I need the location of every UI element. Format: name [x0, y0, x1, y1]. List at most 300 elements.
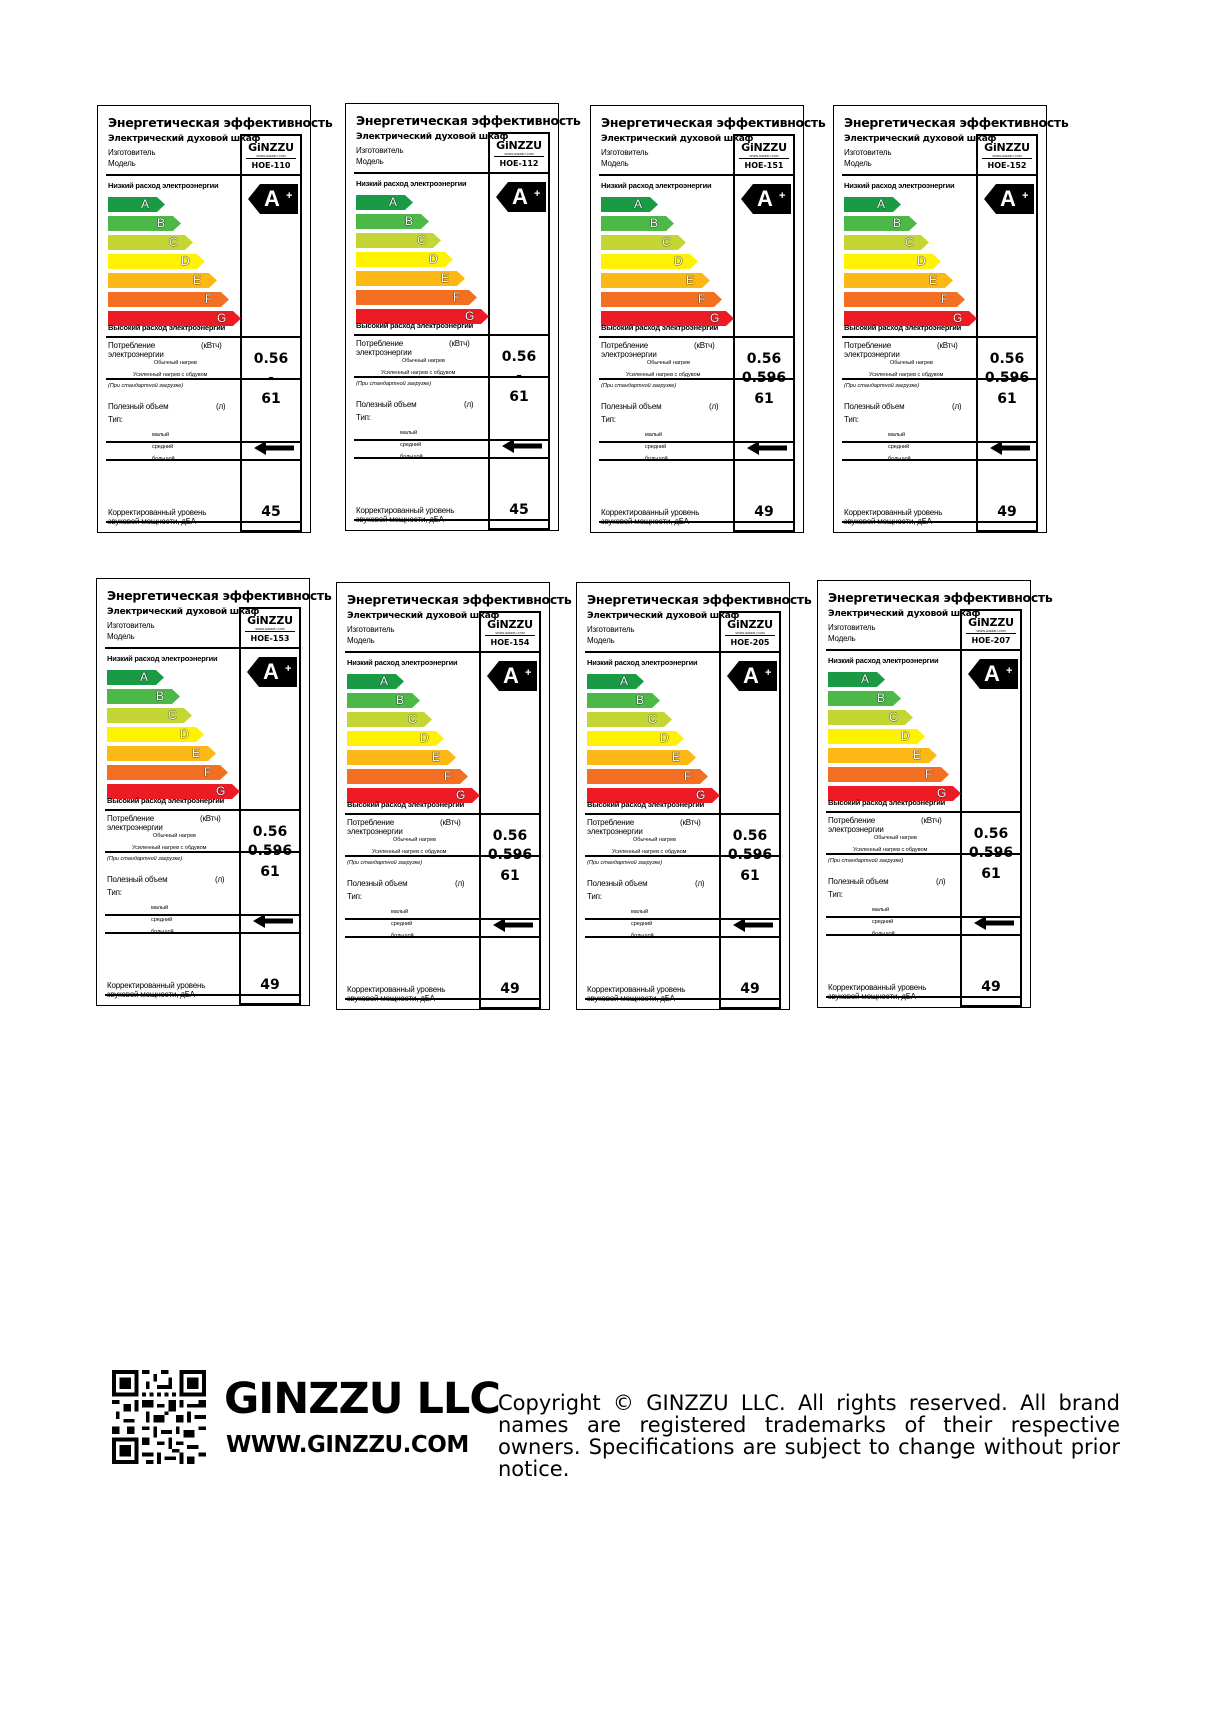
volume-unit: (л)	[464, 400, 474, 409]
standard-load-label: (При стандартной загрузке)	[828, 858, 904, 864]
energy-bar-letter: G	[456, 788, 466, 802]
energy-bar-e	[587, 750, 696, 765]
standard-load-label: (При стандартной загрузке)	[347, 860, 423, 866]
brand-logo-url: WWW.GINZZU.COM	[735, 631, 765, 635]
energy-bar-letter: A	[389, 195, 398, 209]
energy-bar-letter: E	[193, 273, 202, 287]
label-title: Энергетическая эффективность	[587, 592, 812, 607]
energy-class-letter: A	[503, 663, 519, 688]
brand-logo-box	[976, 134, 1038, 174]
type-label: Тип:	[828, 890, 843, 899]
size-large: большой	[872, 931, 895, 937]
noise-label: Корректированный уровень	[107, 981, 206, 990]
logo-divider	[246, 158, 296, 159]
low-consumption-label: Низкий расход электроэнергии	[587, 658, 698, 667]
energy-class-plus: +	[765, 667, 772, 679]
forced-heat-label: Усиленный нагрев с обдувом	[132, 845, 207, 851]
energy-bar-letter: C	[169, 235, 178, 249]
energy-class-badge	[968, 659, 1018, 689]
energy-class-letter: A	[512, 184, 528, 209]
normal-consumption-value: 0.56	[501, 349, 537, 365]
footer	[112, 1370, 1122, 1481]
size-large: большой	[400, 454, 423, 460]
logo-divider	[982, 158, 1032, 159]
energy-bar-b	[347, 693, 420, 708]
forced-heat-label: Усиленный нагрев с обдувом	[853, 847, 928, 853]
volume-label: Полезный объем	[587, 879, 648, 888]
model-label: Модель	[108, 159, 136, 168]
value-cell	[239, 994, 301, 1005]
consumption-unit: (кВтч)	[200, 814, 221, 823]
brand-logo: GiNZZU	[727, 618, 773, 631]
energy-bar-b	[587, 693, 660, 708]
energy-bar-letter: B	[636, 693, 645, 707]
energy-bar-f	[356, 290, 477, 305]
energy-bar-letter: E	[672, 750, 681, 764]
energy-label	[590, 105, 826, 533]
model-label: Модель	[601, 159, 629, 168]
label-title: Энергетическая эффективность	[828, 590, 1053, 605]
consumption-label-2: электроэнергии	[108, 350, 164, 359]
energy-bar-letter: B	[893, 216, 902, 230]
normal-heat-label: Обычный нагрев	[402, 358, 445, 364]
manufacturer-label: Изготовитель	[828, 623, 876, 632]
low-consumption-label: Низкий расход электроэнергии	[108, 181, 219, 190]
volume-unit: (л)	[695, 879, 705, 888]
forced-consumption-value: -	[268, 370, 274, 386]
energy-bar-letter: E	[686, 273, 695, 287]
type-label: Тип:	[356, 413, 371, 422]
value-cell	[488, 519, 550, 530]
volume-value: 61	[500, 868, 520, 884]
consumption-label: Потребление	[828, 816, 875, 825]
noise-value: 49	[997, 504, 1017, 520]
energy-bar-c	[844, 235, 929, 250]
energy-bar-e	[108, 273, 217, 288]
normal-consumption-value: 0.56	[252, 824, 288, 840]
energy-class-badge	[741, 184, 791, 214]
energy-label	[345, 103, 581, 531]
energy-bar-letter: C	[168, 708, 177, 722]
value-cell	[976, 378, 1038, 441]
energy-bar-f	[828, 767, 949, 782]
noise-label: Корректированный уровень	[601, 508, 700, 517]
logo-divider	[739, 158, 789, 159]
normal-heat-label: Обычный нагрев	[153, 833, 196, 839]
brand-logo-url: WWW.GINZZU.COM	[992, 154, 1022, 158]
volume-unit: (л)	[215, 875, 225, 884]
type-label: Тип:	[601, 415, 616, 424]
normal-consumption-value: 0.56	[973, 826, 1009, 842]
energy-bar-c	[587, 712, 672, 727]
manufacturer-label: Изготовитель	[844, 148, 892, 157]
consumption-label-2: электроэнергии	[347, 827, 403, 836]
size-large: большой	[631, 933, 654, 939]
size-arrow-icon	[253, 914, 293, 928]
standard-load-label: (При стандартной загрузке)	[107, 856, 183, 862]
energy-bar-e	[844, 273, 953, 288]
energy-bar-e	[347, 750, 456, 765]
forced-consumption-value: 0.596	[984, 370, 1030, 386]
energy-class-badge	[727, 661, 777, 691]
standard-load-label: (При стандартной загрузке)	[356, 381, 432, 387]
model-number: HOE-153	[250, 634, 290, 643]
energy-bar-letter: B	[156, 689, 165, 703]
energy-class-plus: +	[779, 190, 786, 202]
energy-bar-e	[107, 746, 216, 761]
model-label: Модель	[844, 159, 872, 168]
energy-class-letter: A	[1000, 186, 1016, 211]
forced-consumption-value: 0.596	[487, 847, 533, 863]
size-arrow-icon	[974, 916, 1014, 930]
noise-value: 45	[261, 504, 281, 520]
size-large: большой	[645, 456, 668, 462]
forced-consumption-value: 0.596	[741, 370, 787, 386]
size-small: малый	[645, 432, 663, 438]
normal-heat-label: Обычный нагрев	[890, 360, 933, 366]
energy-bar-d	[108, 254, 205, 269]
consumption-label: Потребление	[107, 814, 154, 823]
low-consumption-label: Низкий расход электроэнергии	[356, 179, 467, 188]
low-consumption-label: Низкий расход электроэнергии	[107, 654, 218, 663]
energy-label	[336, 582, 572, 1010]
consumption-label-2: электроэнергии	[844, 350, 900, 359]
noise-label: Корректированный уровень	[587, 985, 686, 994]
forced-consumption-value: -	[516, 368, 522, 384]
consumption-unit: (кВтч)	[921, 816, 942, 825]
brand-logo: GiNZZU	[248, 141, 294, 154]
energy-bar-d	[828, 729, 925, 744]
energy-bar-letter: G	[953, 311, 963, 325]
noise-label: Корректированный уровень	[828, 983, 927, 992]
value-cell	[960, 853, 1022, 916]
website-link[interactable]: WWW.GINZZU.COM	[226, 1432, 469, 1458]
value-cell	[960, 996, 1022, 1007]
value-cell	[733, 521, 795, 532]
consumption-label: Потребление	[108, 341, 155, 350]
brand-logo-url: WWW.GINZZU.COM	[749, 154, 779, 158]
qr-code	[112, 1370, 206, 1464]
size-small: малый	[391, 909, 409, 915]
noise-label-2: звуковой мощности, дБА	[347, 994, 435, 1003]
manufacturer-label: Изготовитель	[107, 621, 155, 630]
value-cell	[733, 378, 795, 441]
size-medium: средний	[645, 444, 667, 450]
size-arrow-icon	[493, 918, 533, 932]
logo-divider	[485, 635, 535, 636]
high-consumption-label: Высокий расход электроэнергии	[587, 800, 705, 809]
energy-bar-letter: C	[648, 712, 657, 726]
energy-bar-letter: A	[140, 670, 149, 684]
energy-bar-letter: E	[441, 271, 450, 285]
energy-bar-letter: G	[216, 784, 226, 798]
energy-bar-a	[601, 197, 658, 212]
size-small: малый	[631, 909, 649, 915]
energy-bar-c	[108, 235, 193, 250]
model-label: Модель	[828, 634, 856, 643]
noise-value: 45	[509, 502, 529, 518]
brand-logo-box	[719, 611, 781, 651]
standard-load-label: (При стандартной загрузке)	[108, 383, 184, 389]
energy-bar-letter: D	[660, 731, 669, 745]
value-cell	[719, 855, 781, 918]
label-title: Энергетическая эффективность	[844, 115, 1069, 130]
noise-label-2: звуковой мощности, дБА	[828, 992, 916, 1001]
energy-bar-letter: B	[396, 693, 405, 707]
energy-bar-a	[587, 674, 644, 689]
high-consumption-label: Высокий расход электроэнергии	[844, 323, 962, 332]
value-cell	[479, 855, 541, 918]
label-subtitle: Электрический духовой шкаф	[587, 611, 740, 621]
noise-value: 49	[260, 977, 280, 993]
noise-label-2: звуковой мощности, дБА	[601, 517, 689, 526]
low-consumption-label: Низкий расход электроэнергии	[844, 181, 955, 190]
brand-logo-url: WWW.GINZZU.COM	[504, 152, 534, 156]
energy-bar-e	[601, 273, 710, 288]
model-number: HOE-154	[490, 638, 530, 647]
brand-logo: GiNZZU	[487, 618, 533, 631]
high-consumption-label: Высокий расход электроэнергии	[356, 321, 474, 330]
energy-bar-d	[601, 254, 698, 269]
volume-label: Полезный объем	[828, 877, 889, 886]
noise-value: 49	[981, 979, 1001, 995]
brand-logo-box	[733, 134, 795, 174]
energy-bar-letter: D	[901, 729, 910, 743]
brand-logo-box	[240, 134, 302, 174]
energy-class-letter: A	[263, 659, 279, 684]
size-large: большой	[391, 933, 414, 939]
label-title: Энергетическая эффективность	[107, 588, 332, 603]
normal-heat-label: Обычный нагрев	[647, 360, 690, 366]
energy-bar-letter: G	[696, 788, 706, 802]
energy-label	[817, 580, 1053, 1008]
standard-load-label: (При стандартной загрузке)	[587, 860, 663, 866]
brand-logo-url: WWW.GINZZU.COM	[256, 154, 286, 158]
label-subtitle: Электрический духовой шкаф	[601, 134, 754, 144]
energy-label	[833, 105, 1069, 533]
energy-bar-b	[108, 216, 181, 231]
size-arrow-icon	[990, 441, 1030, 455]
energy-bar-d	[347, 731, 444, 746]
energy-class-letter: A	[743, 663, 759, 688]
size-arrow-icon	[502, 439, 542, 453]
label-subtitle: Электрический духовой шкаф	[828, 609, 981, 619]
size-large: большой	[152, 456, 175, 462]
brand-logo: GiNZZU	[984, 141, 1030, 154]
high-consumption-label: Высокий расход электроэнергии	[828, 798, 946, 807]
energy-bar-a	[356, 195, 413, 210]
volume-label: Полезный объем	[844, 402, 905, 411]
energy-bar-letter: E	[913, 748, 922, 762]
energy-bar-a	[828, 672, 885, 687]
energy-bar-e	[356, 271, 465, 286]
volume-value: 61	[509, 389, 529, 405]
energy-bar-f	[844, 292, 965, 307]
energy-bar-letter: D	[420, 731, 429, 745]
value-cell	[719, 998, 781, 1009]
energy-bar-a	[107, 670, 164, 685]
size-arrow-icon	[747, 441, 787, 455]
consumption-label: Потребление	[356, 339, 403, 348]
normal-heat-label: Обычный нагрев	[154, 360, 197, 366]
manufacturer-label: Изготовитель	[601, 148, 649, 157]
energy-bar-d	[844, 254, 941, 269]
size-small: малый	[151, 905, 169, 911]
noise-label-2: звуковой мощности, дБА	[356, 515, 444, 524]
energy-label	[96, 578, 332, 1006]
high-consumption-label: Высокий расход электроэнергии	[601, 323, 719, 332]
model-number: HOE-205	[730, 638, 770, 647]
size-medium: средний	[152, 444, 174, 450]
energy-bar-letter: G	[465, 309, 475, 323]
energy-class-letter: A	[264, 186, 280, 211]
consumption-label-2: электроэнергии	[356, 348, 412, 357]
energy-bar-letter: F	[684, 769, 692, 783]
brand-logo-box	[488, 132, 550, 172]
energy-class-badge	[248, 184, 298, 214]
energy-class-plus: +	[285, 663, 292, 675]
brand-logo: GiNZZU	[741, 141, 787, 154]
energy-bar-letter: G	[217, 311, 227, 325]
energy-bar-f	[347, 769, 468, 784]
energy-bar-letter: B	[650, 216, 659, 230]
noise-label: Корректированный уровень	[844, 508, 943, 517]
energy-bar-f	[601, 292, 722, 307]
volume-value: 61	[260, 864, 280, 880]
volume-unit: (л)	[709, 402, 719, 411]
energy-label	[576, 582, 812, 1010]
energy-bar-letter: F	[204, 765, 212, 779]
energy-class-plus: +	[286, 190, 293, 202]
size-large: большой	[888, 456, 911, 462]
consumption-label: Потребление	[347, 818, 394, 827]
volume-label: Полезный объем	[108, 402, 169, 411]
energy-class-letter: A	[984, 661, 1000, 686]
energy-bar-c	[347, 712, 432, 727]
noise-label-2: звуковой мощности, дБА	[587, 994, 675, 1003]
size-medium: средний	[400, 442, 422, 448]
consumption-unit: (кВтч)	[449, 339, 470, 348]
energy-bar-f	[107, 765, 228, 780]
volume-label: Полезный объем	[356, 400, 417, 409]
forced-heat-label: Усиленный нагрев с обдувом	[612, 849, 687, 855]
volume-value: 61	[754, 391, 774, 407]
volume-unit: (л)	[952, 402, 962, 411]
normal-consumption-value: 0.56	[253, 351, 289, 367]
volume-label: Полезный объем	[107, 875, 168, 884]
normal-consumption-value: 0.56	[492, 828, 528, 844]
value-cell	[488, 376, 550, 439]
model-label: Модель	[587, 636, 615, 645]
energy-bar-letter: D	[181, 254, 190, 268]
value-cell	[976, 521, 1038, 532]
label-subtitle: Электрический духовой шкаф	[107, 607, 260, 617]
noise-value: 49	[754, 504, 774, 520]
energy-bar-letter: A	[380, 674, 389, 688]
size-small: малый	[152, 432, 170, 438]
model-number: HOE-152	[987, 161, 1027, 170]
value-cell	[239, 851, 301, 914]
energy-bar-letter: D	[917, 254, 926, 268]
consumption-unit: (кВтч)	[694, 341, 715, 350]
energy-bar-letter: E	[192, 746, 201, 760]
energy-bar-letter: D	[674, 254, 683, 268]
standard-load-label: (При стандартной загрузке)	[844, 383, 920, 389]
normal-heat-label: Обычный нагрев	[874, 835, 917, 841]
energy-bar-letter: A	[877, 197, 886, 211]
consumption-unit: (кВтч)	[680, 818, 701, 827]
forced-consumption-value: 0.596	[727, 847, 773, 863]
noise-value: 49	[500, 981, 520, 997]
energy-bar-letter: D	[429, 252, 438, 266]
energy-bar-b	[828, 691, 901, 706]
model-label: Модель	[347, 636, 375, 645]
noise-label: Корректированный уровень	[347, 985, 446, 994]
energy-bar-f	[108, 292, 229, 307]
energy-bar-letter: F	[444, 769, 452, 783]
volume-label: Полезный объем	[601, 402, 662, 411]
energy-bar-letter: C	[417, 233, 426, 247]
type-label: Тип:	[108, 415, 123, 424]
volume-value: 61	[261, 391, 281, 407]
size-medium: средний	[391, 921, 413, 927]
label-title: Энергетическая эффективность	[356, 113, 581, 128]
forced-heat-label: Усиленный нагрев с обдувом	[381, 370, 456, 376]
brand-logo-box	[960, 609, 1022, 649]
copyright-notice: Copyright © GINZZU LLC. All rights reserved. All brand names are registered trademarks of their respective owners. Specifications are subject to change without prior notice.	[498, 1391, 1120, 1481]
volume-unit: (л)	[936, 877, 946, 886]
value-cell	[240, 521, 302, 532]
low-consumption-label: Низкий расход электроэнергии	[601, 181, 712, 190]
manufacturer-label: Изготовитель	[347, 625, 395, 634]
energy-bar-a	[108, 197, 165, 212]
energy-bar-f	[587, 769, 708, 784]
noise-label: Корректированный уровень	[356, 506, 455, 515]
brand-logo: GiNZZU	[496, 139, 542, 152]
consumption-unit: (кВтч)	[201, 341, 222, 350]
brand-logo: GiNZZU	[968, 616, 1014, 629]
company-name: GINZZU LLC	[224, 1374, 500, 1424]
energy-bar-letter: B	[877, 691, 886, 705]
forced-heat-label: Усиленный нагрев с обдувом	[869, 372, 944, 378]
normal-heat-label: Обычный нагрев	[393, 837, 436, 843]
high-consumption-label: Высокий расход электроэнергии	[347, 800, 465, 809]
noise-label-2: звуковой мощности, дБА	[844, 517, 932, 526]
size-arrow-icon	[733, 918, 773, 932]
standard-load-label: (При стандартной загрузке)	[601, 383, 677, 389]
energy-bar-a	[347, 674, 404, 689]
energy-bar-b	[601, 216, 674, 231]
logo-divider	[966, 633, 1016, 634]
model-number: HOE-207	[971, 636, 1011, 645]
size-medium: средний	[151, 917, 173, 923]
manufacturer-label: Изготовитель	[587, 625, 635, 634]
volume-value: 61	[997, 391, 1017, 407]
noise-value: 49	[740, 981, 760, 997]
forced-heat-label: Усиленный нагрев с обдувом	[626, 372, 701, 378]
energy-bar-letter: A	[634, 197, 643, 211]
energy-class-plus: +	[534, 188, 541, 200]
consumption-label: Потребление	[601, 341, 648, 350]
energy-bar-c	[601, 235, 686, 250]
energy-bar-b	[356, 214, 429, 229]
size-small: малый	[872, 907, 890, 913]
size-small: малый	[400, 430, 418, 436]
energy-bar-letter: F	[205, 292, 213, 306]
energy-bar-c	[107, 708, 192, 723]
consumption-label: Потребление	[587, 818, 634, 827]
energy-bar-letter: B	[157, 216, 166, 230]
